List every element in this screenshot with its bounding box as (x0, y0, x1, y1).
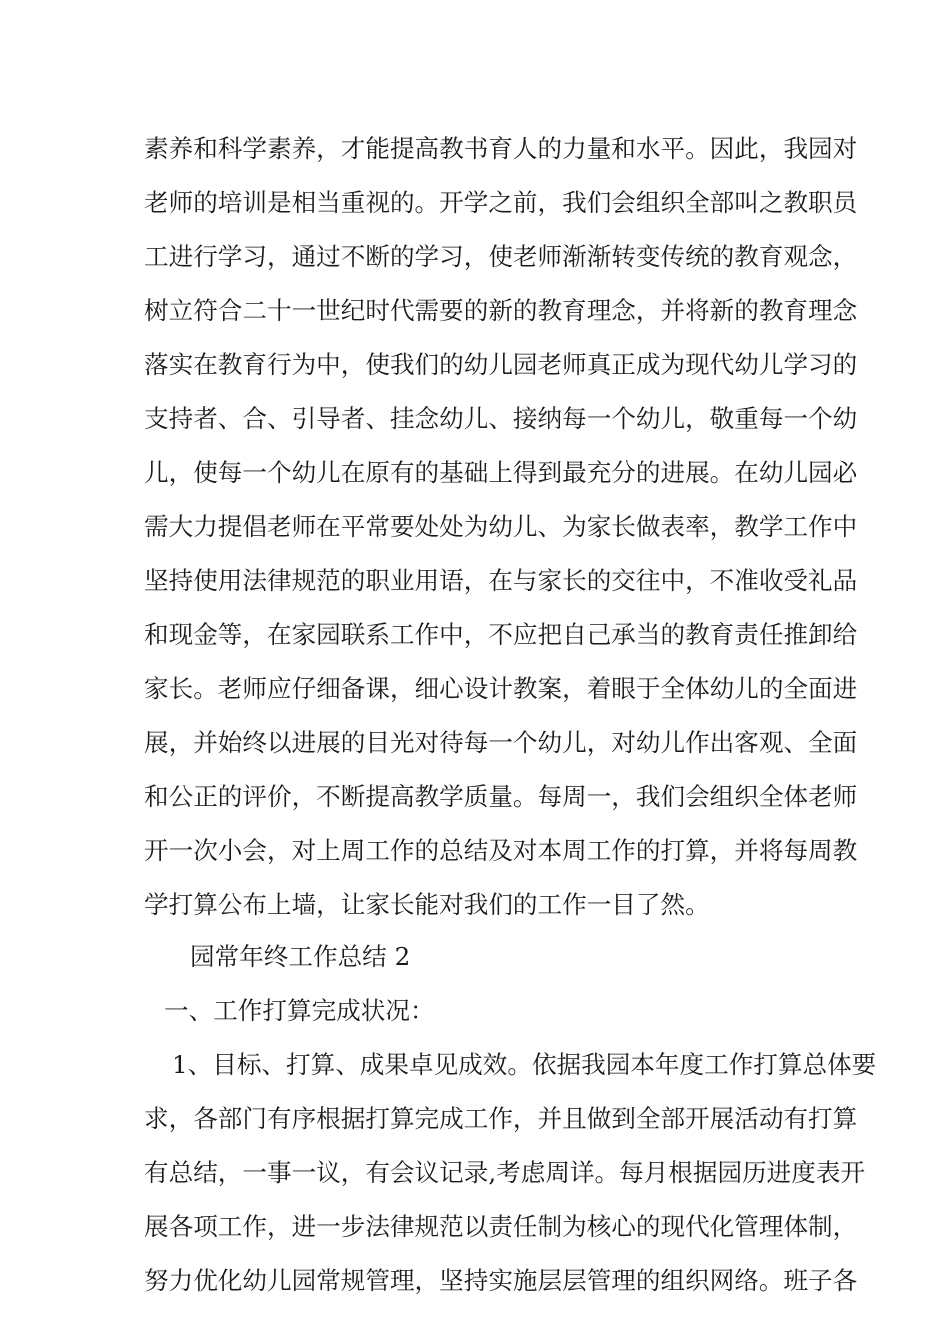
body-text-line: 展，并始终以进展的目光对待每一个幼儿，对幼儿作出客观、全面 (144, 728, 858, 757)
body-text-line: 树立符合二十一世纪时代需要的新的教育理念，并将新的教育理念 (144, 296, 858, 325)
body-text-line: 有总结，一事一议，有会议记录,考虑周详。每月根据园历进度表开 (144, 1158, 866, 1187)
body-text-line: 坚持使用法律规范的职业用语，在与家长的交往中，不准收受礼品 (144, 566, 858, 595)
body-text-line: 老师的培训是相当重视的。开学之前，我们会组织全部叫之教职员 (144, 188, 858, 217)
body-text-line: 开一次小会，对上周工作的总结及对本周工作的打算，并将每周教 (144, 836, 858, 865)
section-title: 一、工作打算完成状况： (164, 996, 435, 1025)
list-item-text: 1、目标、打算、成果卓见成效。依据我园本年度工作打算总体要 (172, 1050, 877, 1079)
body-text-line: 和公正的评价，不断提高教学质量。每周一，我们会组织全体老师 (144, 782, 858, 811)
body-text-line: 和现金等，在家园联系工作中，不应把自己承当的教育责任推卸给 (144, 620, 858, 649)
body-text-line: 儿，使每一个幼儿在原有的基础上得到最充分的进展。在幼儿园必 (144, 458, 858, 487)
body-text-line: 支持者、合、引导者、挂念幼儿、接纳每一个幼儿，敬重每一个幼 (144, 404, 858, 433)
section-heading: 园常年终工作总结 2 (190, 942, 411, 971)
body-text-line: 需大力提倡老师在平常要处处为幼儿、为家长做表率，教学工作中 (144, 512, 858, 541)
body-text-line: 素养和科学素养，才能提高教书育人的力量和水平。因此，我园对 (144, 134, 858, 163)
body-text-line: 工进行学习，通过不断的学习，使老师渐渐转变传统的教育观念， (144, 242, 858, 271)
body-text-line: 求，各部门有序根据打算完成工作，并且做到全部开展活动有打算 (144, 1104, 858, 1133)
body-text-line: 家长。老师应仔细备课，细心设计教案，着眼于全体幼儿的全面进 (144, 674, 858, 703)
body-text-line: 学打算公布上墙，让家长能对我们的工作一目了然。 (144, 890, 710, 919)
body-text-line: 努力优化幼儿园常规管理，坚持实施层层管理的组织网络。班子各 (144, 1266, 858, 1295)
body-text-line: 展各项工作，进一步法律规范以责任制为核心的现代化管理体制， (144, 1212, 858, 1241)
body-text-line: 落实在教育行为中，使我们的幼儿园老师真正成为现代幼儿学习的 (144, 350, 858, 379)
